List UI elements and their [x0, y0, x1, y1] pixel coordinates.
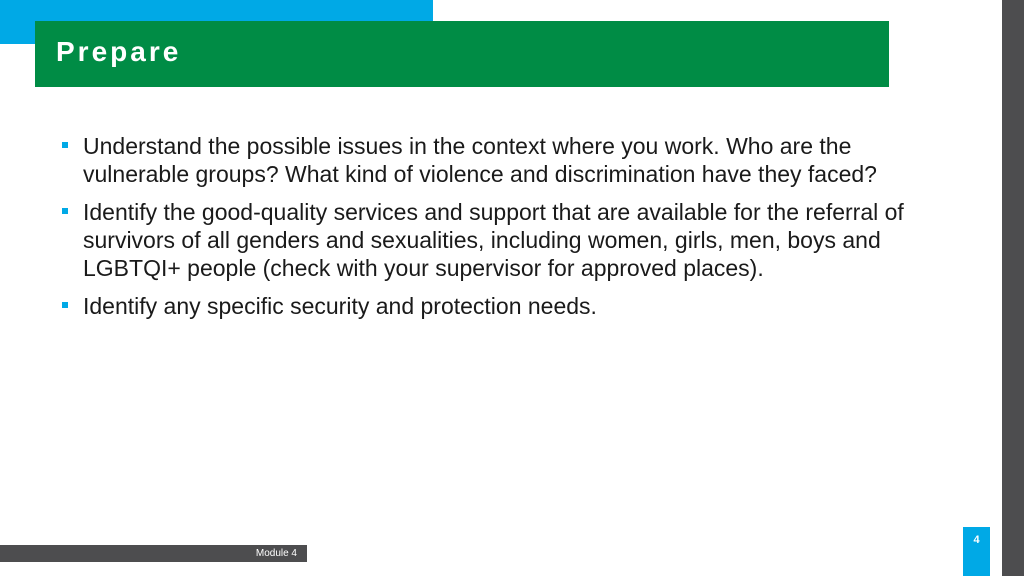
module-label: Module 4 — [255, 548, 297, 559]
right-edge-bar — [1002, 0, 1024, 576]
bullet-text: Identify the good-quality services and support that are available for the referral of survivors of all genders and sexualities, including women, girls, men, boys and LGBTQI+ people (check with your supervisor for approved places). — [83, 199, 904, 281]
bullet-text: Identify any specific security and protection needs. — [83, 293, 597, 319]
bullet-list — [62, 132, 962, 330]
bullet-item — [62, 198, 962, 282]
page-number: 4 — [973, 534, 980, 546]
footer-bar — [0, 545, 307, 562]
square-bullet-icon — [62, 302, 68, 308]
bullet-item — [62, 292, 962, 320]
slide-title: Prepare — [56, 36, 182, 67]
page-number-box — [963, 527, 990, 576]
square-bullet-icon — [62, 142, 68, 148]
bullet-item — [62, 132, 962, 188]
title-bar — [35, 21, 889, 87]
square-bullet-icon — [62, 208, 68, 214]
bullet-text: Understand the possible issues in the context where you work. Who are the vulnerable groups? What kind of violence and discrimination have they faced? — [83, 133, 877, 187]
